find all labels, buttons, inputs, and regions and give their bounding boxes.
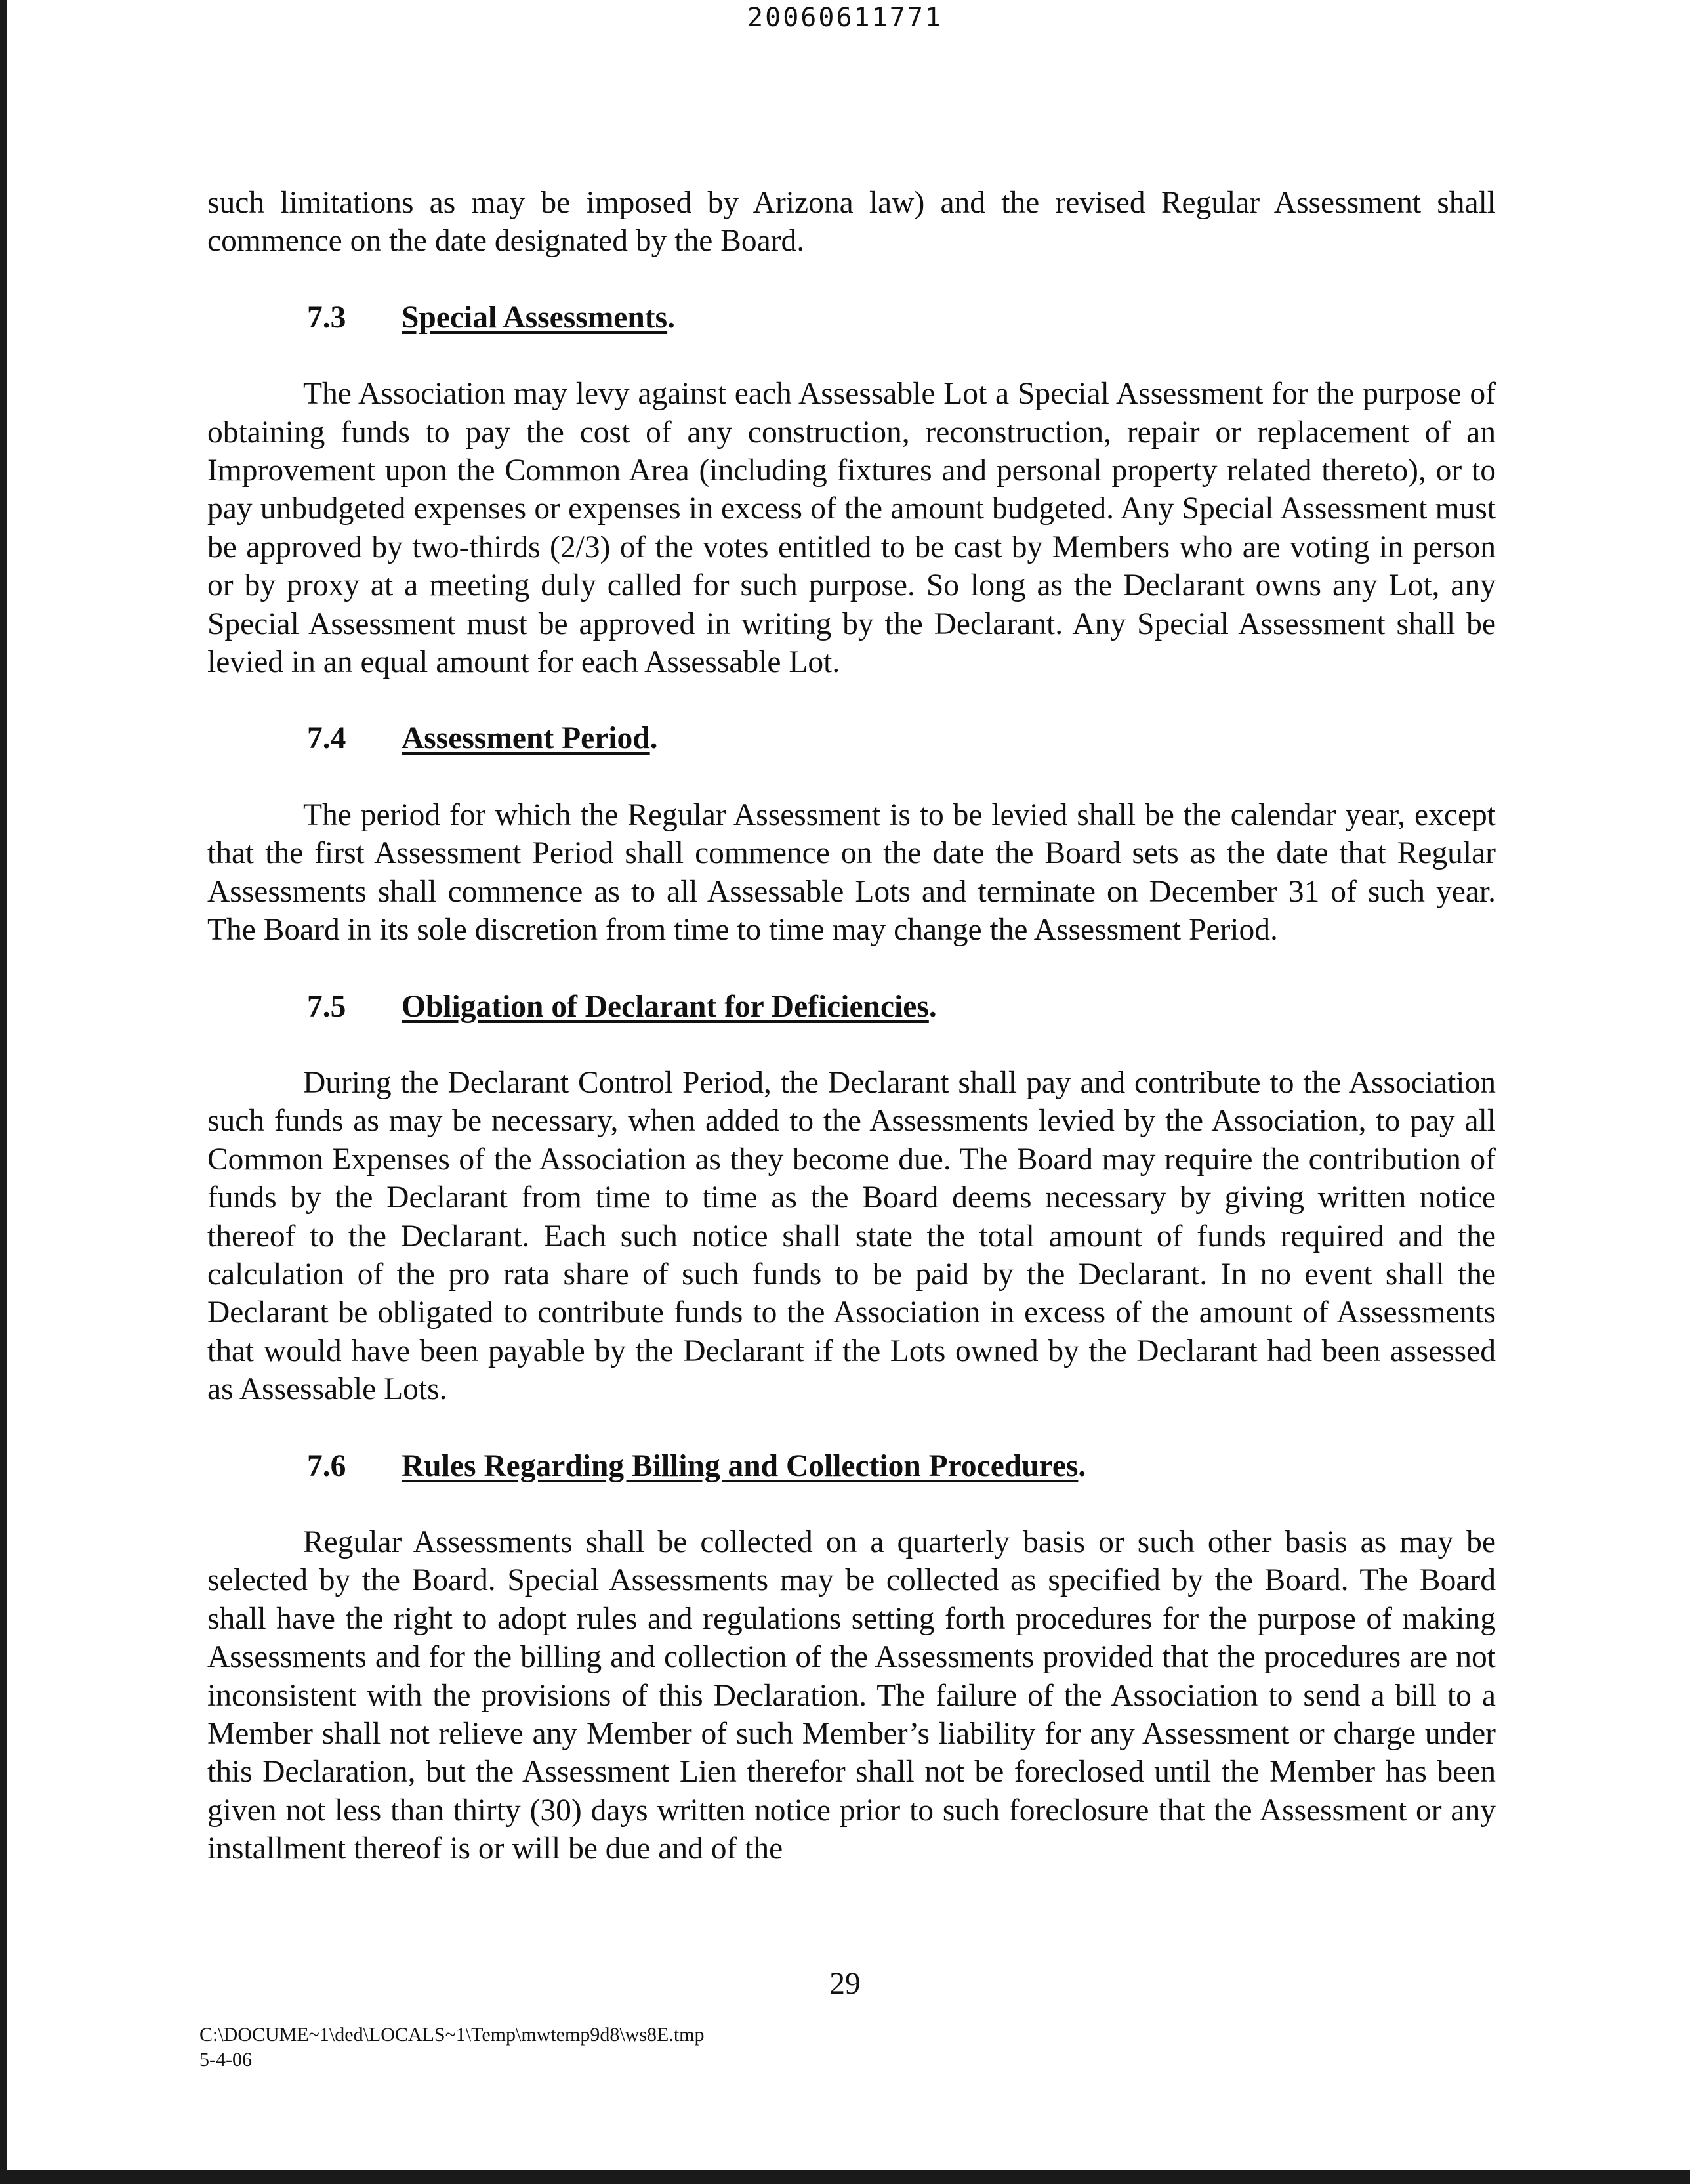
section-title: Assessment Period — [402, 721, 650, 756]
page-number: 29 — [829, 1967, 861, 2001]
section-title: Obligation of Declarant for Deficiencies — [402, 989, 929, 1024]
footer-date: 5-4-06 — [199, 2049, 252, 2070]
section-title: Special Assessments — [402, 300, 668, 335]
scan-edge-left — [0, 0, 7, 2184]
scan-edge-bottom — [0, 2170, 1690, 2184]
section-number: 7.5 — [307, 989, 346, 1024]
footer — [199, 2023, 705, 2072]
section-7-5-body: During the Declarant Control Period, the Declarant shall pay and contribute to the Association such funds as may be necessary, when added to the Assessments levied by the Association, to pay all Common Expenses of the Association as they become due. The Board may require the contribution of funds by the Declarant from time to time as the Board deems necessary by giving written notice thereof to the Declarant. Each such notice shall state the total amount of funds required and the calculation of the pro rata share of such funds to be paid by the Declarant. In no event shall the Declarant be obligated to contribute funds to the Association in excess of the amount of Assessments that would have been payable by the Declarant if the Lots owned by the Declarant had been assessed as Assessable Lots. — [207, 1065, 1496, 1407]
section-title: Rules Regarding Billing and Collection Procedures — [402, 1448, 1079, 1483]
recording-number: 20060611771 — [747, 3, 943, 33]
section-number: 7.6 — [307, 1448, 346, 1483]
section-number: 7.3 — [307, 300, 346, 335]
intro-paragraph: such limitations as may be imposed by Arizona law) and the revised Regular Assessment shall commence on the date designated by the Board. — [207, 186, 1496, 259]
section-7-6-heading — [207, 1447, 1496, 1485]
section-title-punct: . — [667, 300, 675, 335]
section-title-punct: . — [649, 721, 658, 756]
section-7-4-body: The period for which the Regular Assessment is to be levied shall be the calendar year, except that the first Assessment Period shall commence on the date the Board sets as the date that Regular Assessments shall commence as to all Assessable Lots and terminate on December 31 of such year. The Board in its sole discretion from time to time may change the Assessment Period. — [207, 797, 1496, 948]
section-title-punct: . — [1078, 1448, 1086, 1483]
section-7-3-body: The Association may levy against each Assessable Lot a Special Assessment for the purpose of obtaining funds to pay the cost of any construction, reconstruction, repair or replacement of an Improvement upon the Common Area (including fixtures and personal property related thereto), or to pay unbudgeted expenses or expenses in excess of the amount budgeted. Any Special Assessment must be approved by two-thirds (2/3) of the votes entitled to be cast by Members who are voting in person or by proxy at a meeting duly called for such purpose. So long as the Declarant owns any Lot, any Special Assessment must be approved in writing by the Declarant. Any Special Assessment shall be levied in an equal amount for each Assessable Lot. — [207, 377, 1496, 680]
section-title-punct: . — [928, 989, 937, 1024]
section-7-4-heading — [207, 719, 1496, 757]
section-7-5-heading — [207, 988, 1496, 1026]
section-number: 7.4 — [307, 721, 346, 756]
page-body — [207, 184, 1496, 1868]
section-7-6-body: Regular Assessments shall be collected on a quarterly basis or such other basis as may be selected by the Board. Special Assessments may be collected as specified by the Board. The Board shall have the right to adopt rules and regulations setting forth procedures for the purpose of making Assessments and for the billing and collection of the Assessments provided that the procedures are not inconsistent with the provisions of this Declaration. The failure of the Association to send a bill to a Member shall not relieve any Member of such Member’s liability for any Assessment or charge under this Declaration, but the Assessment Lien therefor shall not be foreclosed until the Member has been given not less than thirty (30) days written notice prior to such foreclosure that the Assessment or any installment thereof is or will be due and of the — [207, 1524, 1496, 1866]
footer-file-path: C:\DOCUME~1\ded\LOCALS~1\Temp\mwtemp9d8\ws8E.tmp — [199, 2024, 705, 2046]
section-7-3-heading — [207, 299, 1496, 337]
